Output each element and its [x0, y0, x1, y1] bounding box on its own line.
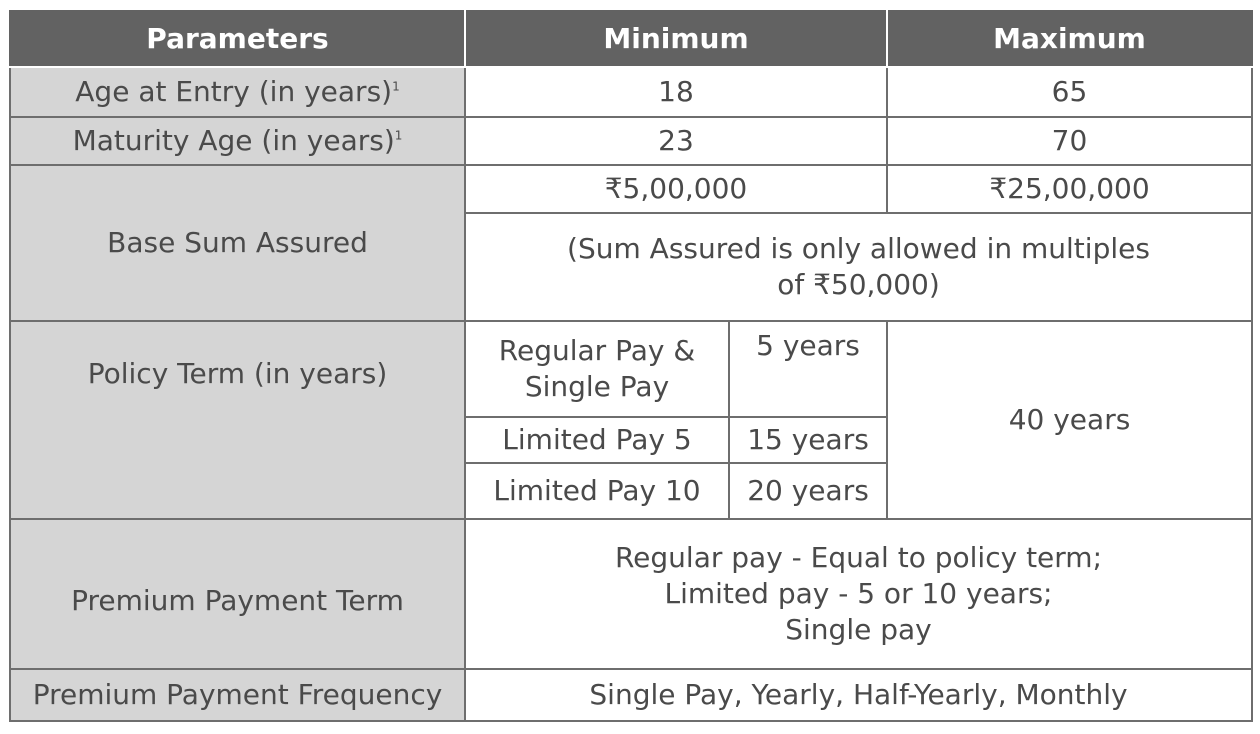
- value-maturity-min: 23: [465, 117, 887, 165]
- ppt-line2: Limited pay - 5 or 10 years;: [664, 577, 1053, 610]
- base-sum-note-line1: (Sum Assured is only allowed in multiples: [567, 232, 1150, 265]
- value-base-sum-max: ₹25,00,000: [887, 165, 1252, 213]
- label-premium-payment-frequency: Premium Payment Frequency: [10, 669, 465, 721]
- label-age-at-entry: Age at Entry (in years)$^1$: [10, 67, 465, 117]
- premium-payment-term-value: [465, 519, 1252, 669]
- label-base-sum-assured: Base Sum Assured: [10, 165, 465, 321]
- label-premium-payment-term: Premium Payment Term: [10, 519, 465, 669]
- premium-payment-frequency-value: Single Pay, Yearly, Half-Yearly, Monthly: [465, 669, 1252, 721]
- header-minimum: Minimum: [465, 11, 887, 67]
- header-row: [10, 11, 1252, 67]
- ppt-line1: Regular pay - Equal to policy term;: [614, 541, 1103, 574]
- label-policy-term: Policy Term (in years): [10, 321, 465, 519]
- policy-term-limited-10-value: 20 years: [729, 463, 887, 519]
- base-sum-note: [465, 213, 1252, 321]
- policy-term-limited-10: Limited Pay 10: [465, 463, 729, 519]
- base-sum-note-line2: of ₹50,000): [777, 268, 940, 301]
- parameters-table: [9, 10, 1253, 722]
- value-base-sum-min: ₹5,00,000: [465, 165, 887, 213]
- policy-term-regular-value: 5 years: [729, 321, 887, 417]
- policy-term-regular-single: Regular Pay & Single Pay: [465, 321, 729, 417]
- value-age-entry-max: 65: [887, 67, 1252, 117]
- value-age-entry-min: 18: [465, 67, 887, 117]
- row-policy-term: [10, 321, 1252, 417]
- row-age-at-entry: [10, 67, 1252, 117]
- header-maximum: Maximum: [887, 11, 1252, 67]
- row-premium-payment-frequency: [10, 669, 1252, 721]
- policy-term-max: 40 years: [887, 321, 1252, 519]
- row-base-sum-assured: [10, 165, 1252, 213]
- policy-term-limited-5-value: 15 years: [729, 417, 887, 463]
- policy-term-limited-5: Limited Pay 5: [465, 417, 729, 463]
- header-parameters: Parameters: [10, 11, 465, 67]
- label-maturity-age: Maturity Age (in years)$^1$: [10, 117, 465, 165]
- ppt-line3: Single pay: [785, 613, 932, 646]
- row-premium-payment-term: [10, 519, 1252, 669]
- row-maturity-age: [10, 117, 1252, 165]
- value-maturity-max: 70: [887, 117, 1252, 165]
